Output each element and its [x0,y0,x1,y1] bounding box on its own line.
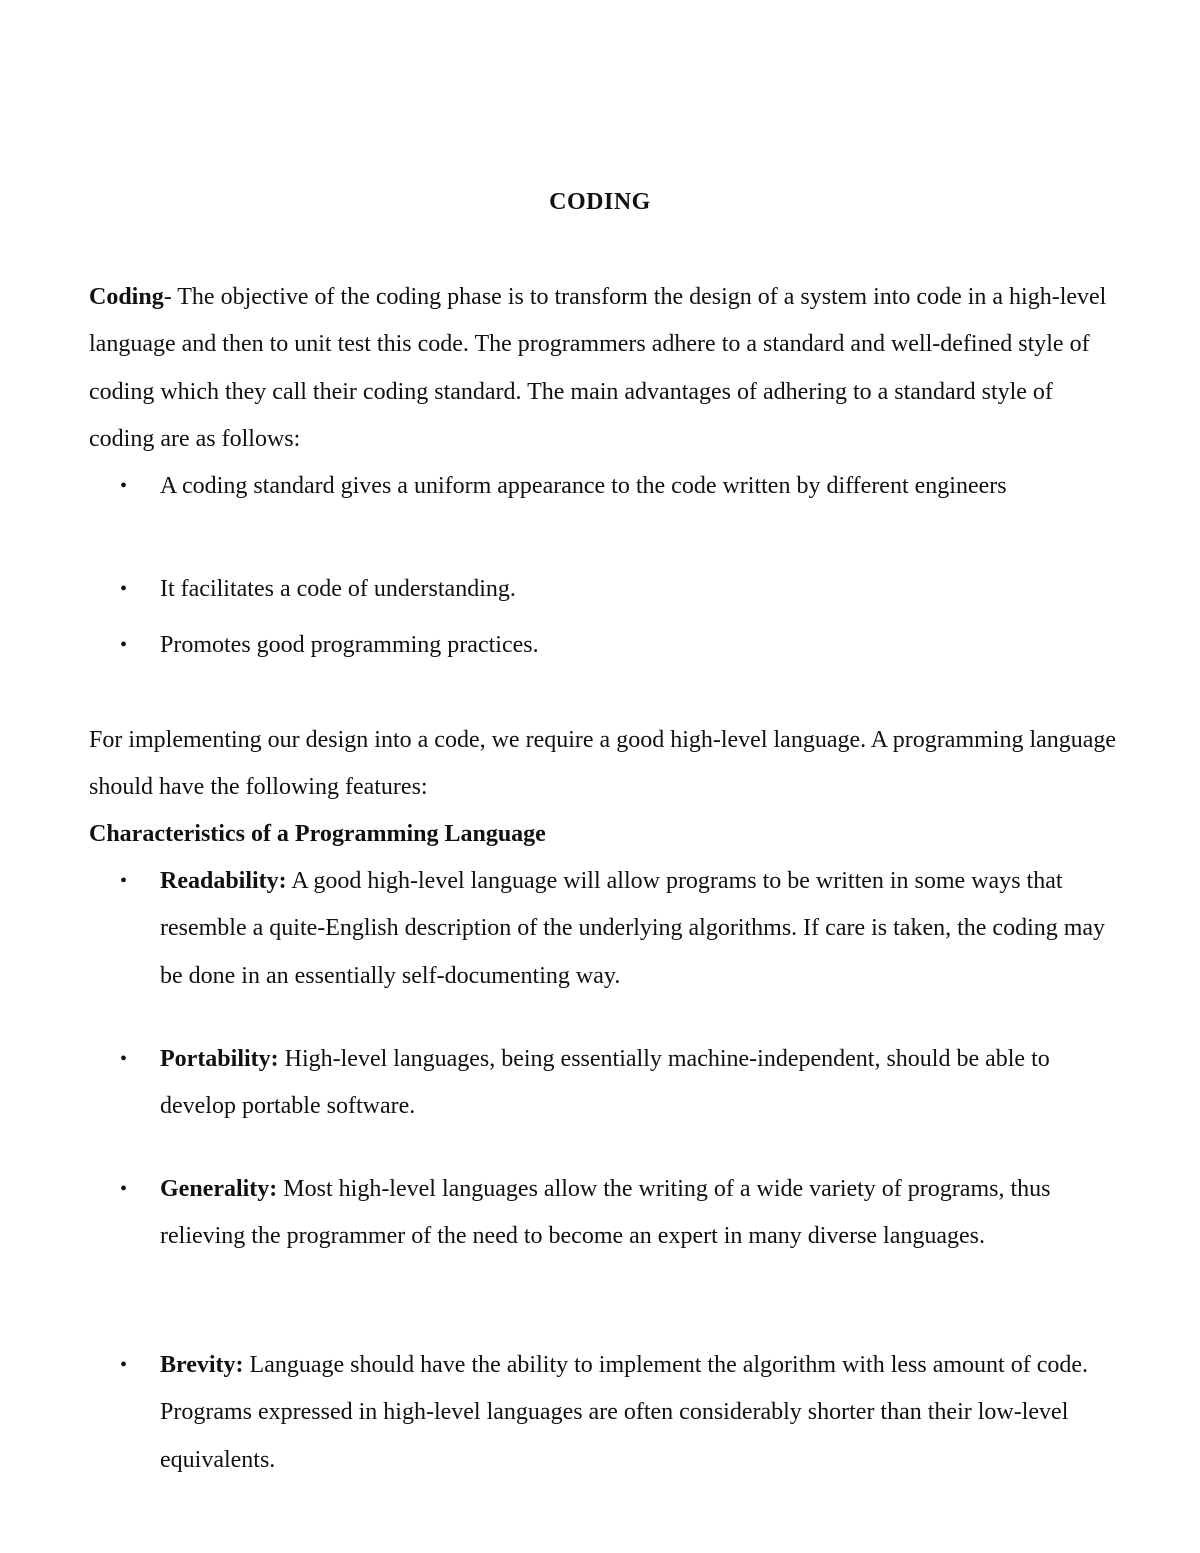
characteristic-description: Language should have the ability to implement the algorithm with less amount of code. Programs expressed in high-level languages are often considerably shorter than their low-level equivalents. [160,1352,1089,1473]
bullet-icon: • [120,578,128,600]
bullet-icon: • [120,870,128,892]
bullet-icon: • [120,1178,128,1200]
characteristic-text [160,1166,1120,1261]
characteristic-text [160,1342,1120,1484]
characteristic-description: A good high-level language will allow programs to be written in some ways that resemble a quite-English description of the underlying algorithms. If care is taken, the coding may be done in an essentially self-documenting way. [160,868,1106,989]
advantage-text: It facilitates a code of understanding. [160,576,516,602]
characteristic-term: Generality: [160,1176,278,1202]
advantage-text: A coding standard gives a uniform appearance to the code written by different engineers [160,473,1007,499]
characteristic-term: Portability: [160,1046,279,1072]
characteristic-text [160,858,1120,1000]
bullet-icon: • [120,475,128,497]
characteristics-heading: Characteristics of a Programming Language [89,821,546,847]
bullet-icon: • [120,634,128,656]
characteristic-term: Readability: [160,868,287,894]
intro-term: Coding [89,284,164,310]
characteristic-term: Brevity: [160,1352,244,1378]
intro-text: - The objective of the coding phase is to transform the design of a system into code in a high-level language and then to unit test this code. The programmers adhere to a standard and well-defined style of coding which they call their coding standard. The main advantages of adhering to a standard style of coding are as follows: [89,284,1107,452]
bullet-icon: • [120,1354,128,1376]
implementing-paragraph: For implementing our design into a code, we require a good high-level language. A programming language should have the following features: [89,727,1117,801]
page-title: CODING [549,189,651,215]
characteristic-description: High-level languages, being essentially machine-independent, should be able to develop portable software. [160,1046,1050,1120]
characteristic-description: Most high-level languages allow the writing of a wide variety of programs, thus relieving the programmer of the need to become an expert in many diverse languages. [160,1176,1051,1250]
intro-paragraph [89,274,1119,463]
advantage-text: Promotes good programming practices. [160,632,539,658]
bullet-icon: • [120,1048,128,1070]
characteristic-text [160,1036,1120,1131]
